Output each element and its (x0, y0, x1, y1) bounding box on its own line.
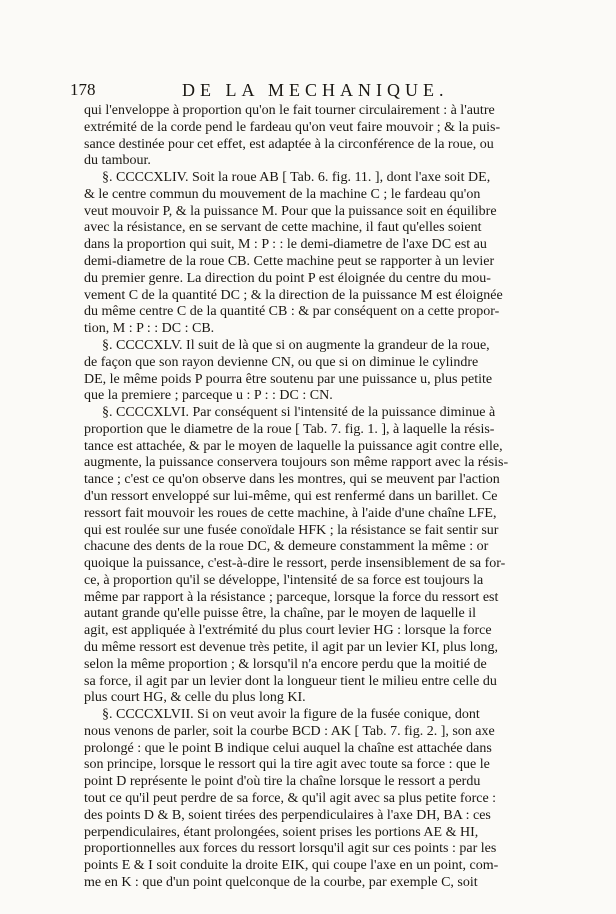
text-line: que la premiere ; parceque u : P : : DC : CN. (84, 388, 333, 404)
text-line: autant grande qu'elle puisse être, la chaîne, par le moyen de laquelle il (84, 606, 477, 622)
text-line: tion, M : P : : DC : CB. (84, 321, 215, 337)
paragraph-start-line: §. CCCCXLIV. Soit la roue AB [ Tab. 6. fig. 11. ], dont l'axe soit DE, (102, 170, 491, 186)
page-number: 178 (70, 80, 96, 99)
text-line: demi-diametre de la roue CB. Cette machine peut se rapporter à un levier (84, 254, 495, 270)
text-line: extrémité de la corde pend le fardeau qu'on veut faire mouvoir ; & la puis- (84, 119, 501, 135)
text-line: du même ressort est devenue très petite, il agit par un levier KI, plus long, (84, 640, 499, 655)
text-line: du premier genre. La direction du point P est éloignée du centre du mou- (84, 270, 491, 286)
text-line: son principe, lorsque le ressort qui la tire agit avec toute sa force : que le (84, 757, 490, 773)
text-line: du tambour. (84, 153, 151, 169)
text-line: veut mouvoir P, & la puissance M. Pour que la puissance soit en équilibre (84, 203, 497, 219)
text-line: quoique la puissance, c'est-à-dire le ressort, perde insensiblement de sa for- (84, 556, 506, 572)
text-line: sa force, il agit par un levier dont la longueur tient le milieu entre celle du (84, 673, 497, 689)
text-line: chacune des dents de la roue DC, & demeure constamment la même : or (84, 539, 489, 555)
text-line: des points D & B, soient tirées des perpendiculaires à l'axe DH, BA : ces (84, 807, 491, 823)
text-line: plus court HG, & celle du plus long KI. (84, 690, 306, 706)
text-line: de façon que son rayon devienne CN, ou que si on diminue le cylindre (84, 354, 479, 370)
text-line: augmente, la puissance conservera toujours son même rapport avec la résis- (84, 455, 509, 471)
text-line: ressort fait mouvoir les roues de cette machine, à l'aide d'une chaîne LFE, (84, 505, 497, 521)
text-line: agit, est appliquée à l'extrémité du plus court levier HG : lorsque la force (84, 623, 492, 639)
text-line: proportionnelles aux forces du ressort lorsqu'il agit sur ces points : par les (84, 841, 497, 857)
text-line: prolongé : que le point B indique celui auquel la chaîne est attachée dans (84, 740, 492, 756)
text-line: DE, le même poids P pourra être soutenu par une puissance u, plus petite (84, 371, 493, 387)
text-line: qui l'enveloppe à proportion qu'on le fait tourner circulairement : à l'autre (84, 103, 495, 118)
text-line: point D représente le point d'où tire la chaîne lorsque le ressort a perdu (84, 774, 481, 790)
paragraph-start-line: §. CCCCXLVII. Si on veut avoir la figure de la fusée conique, dont (102, 707, 480, 723)
text-line: dans la proportion qui suit, M : P : : le demi-diametre de l'axe DC est au (84, 237, 487, 253)
text-line: sance destinée pour cet effet, est adaptée à la circonférence de la roue, ou (84, 136, 494, 152)
text-line: selon la même proportion ; & lorsqu'il n'a encore perdu que la moitié de (84, 656, 487, 672)
text-line: même par rapport à la résistance ; parceque, lorsque la force du ressort est (84, 589, 499, 605)
text-line: vement C de la quantité DC ; & la direction de la puissance M est éloignée (84, 287, 503, 303)
paragraph-start-line: §. CCCCXLVI. Par conséquent si l'intensité de la puissance diminue à (102, 405, 496, 421)
paragraph-start-line: §. CCCCXLV. Il suit de là que si on augmente la grandeur de la roue, (102, 337, 490, 353)
text-line: ce, à proportion qu'il se développe, l'intensité de sa force est toujours la (84, 572, 484, 588)
running-title: DE LA MECHANIQUE. (182, 80, 449, 100)
text-line: avec la résistance, en se servant de cette machine, il faut qu'elles soient (84, 220, 482, 236)
text-line: me en K : que d'un point quelconque de la courbe, par exemple C, soit (84, 874, 478, 890)
text-line: & le centre commun du mouvement de la machine C ; le fardeau qu'on (84, 186, 481, 202)
text-line: points E & I soit conduite la droite EIK, qui coupe l'axe en un point, com- (84, 858, 499, 874)
text-line: tout ce qu'il peut perdre de sa force, & qu'il agit avec sa plus petite force : (84, 791, 497, 807)
text-line: tance est attachée, & par le moyen de laquelle la puissance agit contre elle, (84, 438, 503, 454)
text-line: nous venons de parler, soit la courbe BCD : AK [ Tab. 7. fig. 2. ], son axe (84, 723, 495, 739)
text-line: qui est roulée sur une fusée conoïdale HFK ; la résistance se fait sentir sur (84, 522, 499, 538)
body-text (84, 103, 566, 892)
page-header (70, 80, 550, 100)
text-line: proportion que le diametre de la roue [ Tab. 7. fig. 1. ], à laquelle la résis- (84, 421, 495, 437)
text-line: du même centre C de la quantité CB : & par conséquent on a cette propor- (84, 304, 500, 320)
text-line: d'un ressort enveloppé sur lui-même, qui est renfermé dans un barillet. Ce (84, 488, 498, 504)
text-line: perpendiculaires, étant prolongées, soient prises les portions AE & HI, (84, 824, 479, 840)
text-line: tance ; c'est ce qu'on observe dans les montres, qui se meuvent par l'action (84, 472, 500, 488)
